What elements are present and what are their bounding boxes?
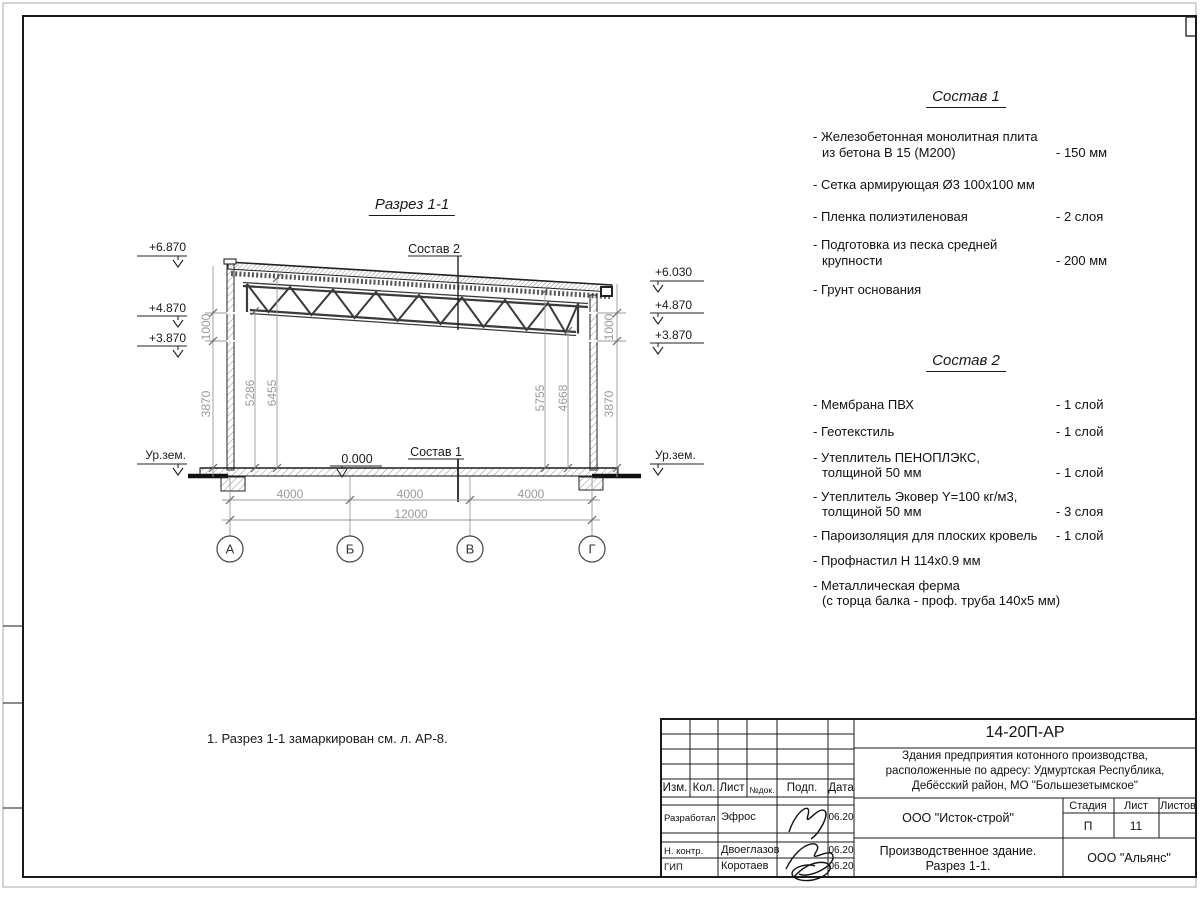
doc-code: 14-20П-АР (985, 724, 1065, 741)
dim-int-left-outer: 5286 (243, 379, 257, 407)
col-data: Дата (828, 782, 854, 794)
ground-level-right: Ур.зем. (655, 448, 696, 462)
row1-name: Эфрос (721, 811, 756, 823)
comp2-item2-value: - 1 слой (1056, 424, 1104, 439)
comp2-item4-line2: толщиной 50 мм (822, 504, 922, 519)
comp2-item3-line1: - Утеплитель ПЕНОПЛЭКС, (813, 450, 980, 465)
comp1-item2-line1: - Сетка армирующая Ø3 100х100 мм (813, 177, 1035, 192)
sheet-number: 11 (1129, 819, 1143, 833)
contractor: ООО "Исток-строй" (902, 811, 1014, 825)
callout-sostav2-label: Состав 2 (408, 242, 460, 256)
dim-total: 12000 (394, 507, 428, 521)
row2-date: 06.20 (828, 845, 854, 856)
edge-beam-end (601, 287, 612, 296)
comp2-item5-line1: - Пароизоляция для плоских кровель (813, 528, 1038, 543)
dim-left-upper: 1000 (199, 313, 213, 341)
dim-right-upper: 1000 (602, 313, 616, 341)
dim-span-vg: 4000 (517, 487, 545, 501)
elevation-left-2: +4.870 (148, 301, 186, 315)
project-line-3: Дебёсский район, МО "Большезетымское" (912, 780, 1138, 792)
row2-name: Двоеглазов (721, 844, 780, 856)
row1-date: 06.20 (828, 812, 854, 823)
col-podp: Подп. (786, 782, 818, 794)
zero-level-label: 0.000 (341, 452, 373, 466)
elevation-right-1: +6.030 (655, 265, 693, 279)
comp2-item3-value: - 1 слой (1056, 465, 1104, 480)
section-title: Разрез 1-1 (369, 196, 455, 216)
row3-date: 06.20 (828, 861, 854, 872)
dim-right-lower: 3870 (602, 390, 616, 418)
comp1-item1-line1: - Железобетонная монолитная плита (813, 129, 1038, 144)
col-list: Лист (719, 782, 745, 794)
axis-a: А (225, 541, 235, 557)
comp2-item4-value: - 3 слоя (1056, 504, 1104, 519)
elevation-left-3: +3.870 (148, 331, 186, 345)
row2-role: Н. контр. (664, 846, 704, 857)
dim-int-right-outer: 4668 (556, 384, 570, 412)
comp1-item3-value: - 2 слоя (1056, 209, 1104, 224)
comp1-item4-line2: крупности (822, 253, 883, 268)
elevation-right-2: +4.870 (655, 298, 693, 312)
col-izm: Изм. (662, 782, 688, 794)
callout-sostav1-label: Состав 1 (410, 445, 462, 459)
axis-b: Б (345, 541, 355, 557)
row1-role: Разработал (664, 813, 716, 824)
axis-bubbles (217, 536, 605, 562)
signatures (786, 808, 833, 880)
comp2-item7-line1: - Металлическая ферма (813, 578, 960, 593)
comp1-item3-line1: - Пленка полиэтиленовая (813, 209, 968, 224)
col-ndok: №док. (749, 785, 775, 795)
roof-truss (243, 283, 588, 336)
sheets-label: Листов (1160, 800, 1196, 812)
comp2-item4-line1: - Утеплитель Эковер Y=100 кг/м3, (813, 489, 1018, 504)
company: ООО "Альянс" (1087, 851, 1171, 865)
comp2-item6-line1: - Профнастил Н 114х0.9 мм (813, 553, 981, 568)
comp2-item3-line2: толщиной 50 мм (822, 465, 922, 480)
row3-name: Коротаев (721, 860, 769, 872)
composition1-title: Состав 1 (926, 88, 1006, 108)
elevation-right-3: +3.870 (655, 328, 693, 342)
dim-span-bv: 4000 (396, 487, 424, 501)
composition2-title: Состав 2 (926, 352, 1006, 372)
comp1-item1-value: - 150 мм (1056, 145, 1108, 160)
stage-label: Стадия (1069, 800, 1107, 812)
ground-level-left: Ур.зем. (145, 448, 186, 462)
comp1-item4-line1: - Подготовка из песка средней (813, 237, 998, 252)
comp1-item1-line2: из бетона В 15 (М200) (822, 145, 956, 160)
project-line-1: Здания предприятия котонного производства, (902, 750, 1148, 762)
project-line-2: расположенные по адресу: Удмуртская Республика, (885, 765, 1165, 777)
dim-int-left-inner: 6455 (265, 379, 279, 407)
row3-role: ГИП (664, 862, 683, 873)
comp2-item1-line1: - Мембрана ПВХ (813, 397, 914, 412)
stage-value: П (1083, 819, 1093, 833)
comp2-item1-value: - 1 слой (1056, 397, 1104, 412)
object-line-1: Производственное здание. (879, 844, 1037, 858)
dim-int-right-inner: 5755 (533, 384, 547, 412)
comp1-item5-line1: - Грунт основания (813, 282, 922, 297)
object-line-2: Разрез 1-1. (925, 859, 991, 873)
sheet-label: Лист (1124, 800, 1148, 812)
signature-developer (789, 808, 826, 839)
comp2-item7-line2: (с торца балка - проф. труба 140х5 мм) (822, 593, 1061, 608)
axis-v: В (465, 541, 475, 557)
col-kol: Кол. (692, 782, 716, 794)
dim-span-ab: 4000 (276, 487, 304, 501)
axis-g: Г (588, 541, 596, 557)
dim-left-lower: 3870 (199, 390, 213, 418)
elevation-marks (137, 256, 704, 475)
elevation-left-1: +6.870 (148, 240, 186, 254)
comp2-item2-line1: - Геотекстиль (813, 424, 895, 439)
note-text: 1. Разрез 1-1 замаркирован см. л. АР-8. (207, 731, 448, 746)
comp2-item5-value: - 1 слой (1056, 528, 1104, 543)
comp1-item4-value: - 200 мм (1056, 253, 1108, 268)
